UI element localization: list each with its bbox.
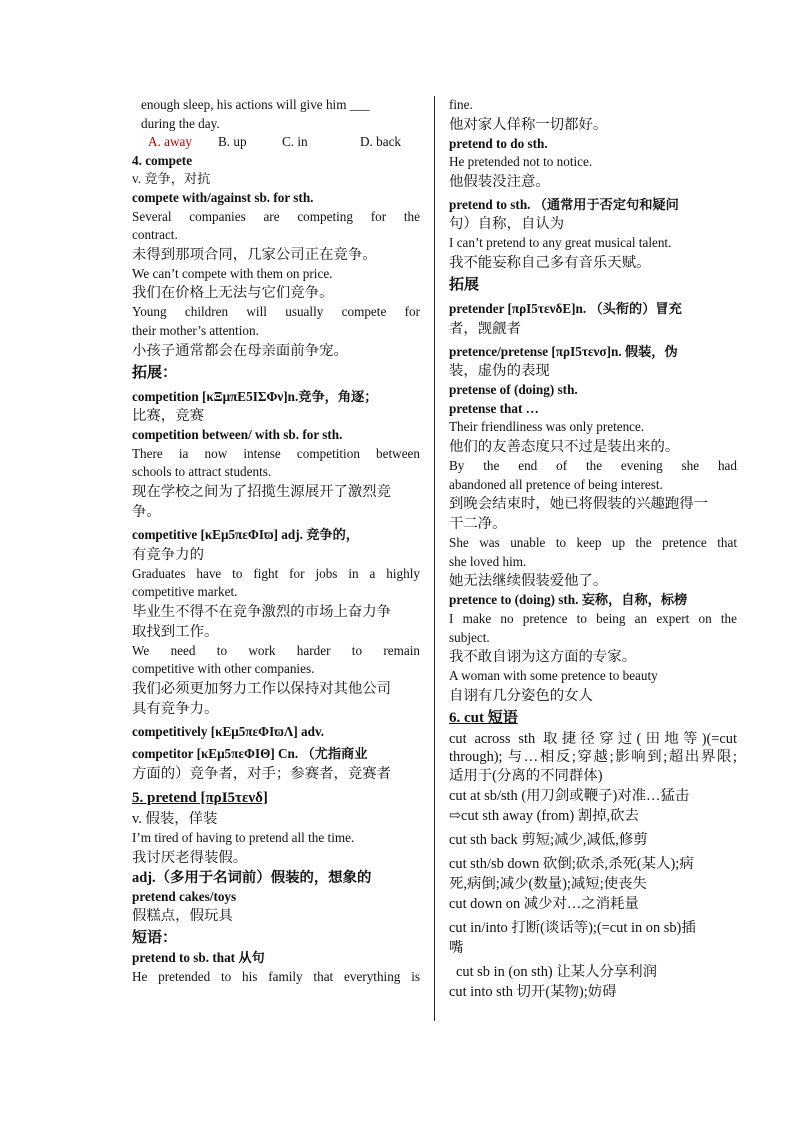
right-line: 我不敢自诩为这方面的专家。: [449, 649, 637, 666]
right-line: 她无法继续假装爱他了。: [449, 573, 608, 590]
left-line: He pretended to his family that everything is: [132, 968, 420, 984]
left-line: v. 假装，佯装: [132, 811, 218, 828]
left-line: competitive with other companies.: [132, 661, 315, 677]
right-line: By the end of the evening she had: [449, 457, 737, 473]
right-line: 者，觊觎者: [449, 320, 521, 337]
left-line: Graduates have to fight for jobs in a highly: [132, 565, 420, 581]
right-line: cut sb in (on sth) 让某人分享利润: [456, 963, 658, 980]
answer-choice: B. up: [218, 134, 247, 150]
right-line: 到晚会结束时，她已将假装的兴趣跑得一: [449, 496, 709, 513]
right-column: [449, 96, 737, 1002]
right-line: pretense that …: [449, 400, 539, 416]
right-line: cut sth/sb down 砍倒;砍杀,杀死(某人);病: [449, 855, 694, 872]
right-line: 句）自称，自认为: [449, 216, 565, 233]
right-line: 我不能妄称自己多有音乐天赋。: [449, 254, 651, 271]
left-line: We can’t compete with them on price.: [132, 265, 333, 281]
right-line: cut at sb/sth (用刀剑或鞭子)对准…猛击: [449, 787, 690, 804]
left-line: 取找到工作。: [132, 623, 219, 640]
right-line: pretence/pretense [πρΙ5τενσ]n. 假装，伪: [449, 343, 678, 359]
left-line: 假糕点，假玩具: [132, 908, 233, 925]
left-line: competitively [κΕμ5πεΦΙϖΛ] adv.: [132, 723, 325, 739]
left-line: 现在学校之间为了招揽生源展开了激烈竞: [132, 483, 392, 500]
left-line: compete with/against sb. for sth.: [132, 189, 314, 205]
right-line: cut sth back 剪短;减少,减低,修剪: [449, 831, 648, 848]
left-line: 有竞争力的: [132, 546, 204, 563]
right-line: He pretended not to notice.: [449, 154, 593, 170]
right-line: She was unable to keep up the pretence that: [449, 535, 737, 551]
right-line: 死,病倒;减少(数量);减短;使丧失: [449, 875, 647, 892]
left-line: 未得到那项合同，几家公司正在竞争。: [132, 246, 377, 263]
left-line: 方面的）竞争者，对手；参赛者，竞赛者: [132, 766, 392, 783]
left-line: 比赛，竞赛: [132, 408, 204, 425]
right-line: cut into sth 切开(某物);妨碍: [449, 983, 617, 1000]
right-line: 他对家人佯称一切都好。: [449, 116, 608, 133]
right-line: she loved him.: [449, 553, 527, 569]
answer-choice: C. in: [282, 134, 308, 150]
right-line: cut across sth 取捷径穿过(田地等)(=cut: [449, 730, 737, 747]
left-line: 我们必须更加努力工作以保持对其他公司: [132, 680, 392, 697]
right-line: ⇨cut sth away (from) 割掉,砍去: [449, 807, 639, 824]
right-line: pretend to sth. （通常用于否定句和疑问: [449, 196, 679, 212]
left-line: 具有竞争力。: [132, 700, 219, 717]
left-line: enough sleep, his actions will give him ___: [141, 97, 370, 112]
left-line: [132, 133, 420, 152]
left-line: We need to work harder to remain: [132, 642, 420, 658]
right-line: fine.: [449, 97, 473, 112]
left-line: 5. pretend [πρΙ5τενδ]: [132, 790, 268, 807]
left-line: 4. compete: [132, 152, 193, 168]
left-line: 我们在价格上无法与它们竞争。: [132, 285, 334, 302]
right-line: 适用于(分离的不同群体): [449, 767, 603, 784]
right-line: abandoned all pretence of being interest.: [449, 476, 663, 492]
right-line: cut down on 减少对…之消耗量: [449, 895, 639, 912]
right-line: I make no pretence to being an expert on the: [449, 610, 737, 626]
right-line: 干二净。: [449, 516, 507, 533]
left-line: competition between/ with sb. for sth.: [132, 427, 343, 443]
left-line: during the day.: [141, 115, 220, 131]
left-column: [132, 96, 420, 986]
right-line: 拓展: [449, 276, 480, 293]
left-line: their mother’s attention.: [132, 322, 259, 338]
left-line: competition [κΞμπΕ5ΙΣΦν]n.竞争，角逐；: [132, 388, 378, 404]
left-line: pretend to sb. that 从句: [132, 950, 265, 966]
right-line: pretense of (doing) sth.: [449, 382, 578, 398]
left-line: 拓展：: [132, 364, 178, 381]
left-line: 小孩子通常都会在母亲面前争宠。: [132, 342, 348, 359]
right-line: cut in/into 打断(谈话等);(=cut in on sb)插: [449, 919, 696, 936]
left-line: contract.: [132, 227, 178, 243]
left-line: adj.（多用于名词前）假装的，想象的: [132, 869, 372, 886]
right-line: 嘴: [449, 939, 464, 956]
answer-choice: D. back: [360, 134, 402, 150]
left-line: v. 竞争，对抗: [132, 171, 211, 187]
right-line: Their friendliness was only pretence.: [449, 419, 645, 435]
left-line: competitor [κΕμ5πεΦΙΘ] Cn. （尤指商业: [132, 746, 368, 762]
left-line: Young children will usually compete for: [132, 304, 420, 320]
right-line: 他假装没注意。: [449, 173, 550, 190]
left-line: pretend cakes/toys: [132, 888, 237, 904]
right-line: through); 与…相反;穿越;影响到;超出界限;: [449, 749, 737, 766]
left-line: There ia now intense competition between: [132, 445, 420, 461]
right-line: I can’t pretend to any great musical talent.: [449, 235, 672, 251]
right-line: 6. cut 短语: [449, 709, 518, 726]
column-divider: [434, 96, 435, 1021]
left-line: competitive [κΕμ5πεΦΙϖ] adj. 竞争的，: [132, 526, 359, 542]
right-line: 他们的友善态度只不过是装出来的。: [449, 438, 680, 455]
left-line: 我讨厌老得装假。: [132, 849, 248, 866]
right-line: A woman with some pretence to beauty: [449, 668, 658, 684]
right-line: pretence to (doing) sth. 妄称，自称，标榜: [449, 592, 688, 608]
left-line: competitive market.: [132, 584, 238, 600]
right-line: pretender [πρΙ5τενδΕ]n. （头衔的）冒充: [449, 300, 682, 316]
left-line: schools to attract students.: [132, 464, 272, 480]
left-line: 短语：: [132, 930, 178, 947]
right-line: pretend to do sth.: [449, 135, 548, 151]
left-line: I’m tired of having to pretend all the time.: [132, 830, 355, 846]
right-line: subject.: [449, 629, 490, 645]
right-line: 自诩有几分姿色的女人: [449, 687, 593, 704]
left-line: 毕业生不得不在竞争激烈的市场上奋力争: [132, 603, 392, 620]
right-line: 装，虚伪的表现: [449, 363, 550, 380]
answer-choice: A. away: [148, 134, 192, 150]
left-line: Several companies are competing for the: [132, 208, 420, 224]
left-line: 争。: [132, 503, 161, 520]
